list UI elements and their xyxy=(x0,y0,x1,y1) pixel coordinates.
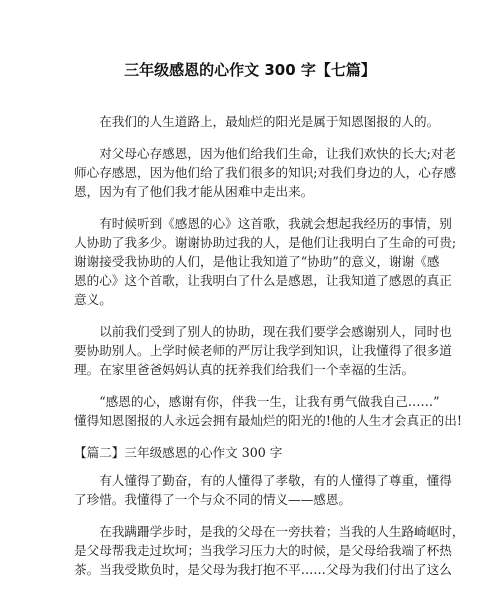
paragraph-line: 对父母心存感恩，因为他们给我们生命，让我们欢快的长大;对老 xyxy=(99,146,457,161)
paragraph-line: 以前我们受到了别人的协助，现在我们要学会感谢别人，同时也 xyxy=(99,324,452,339)
paragraph-line: 意义。 xyxy=(74,292,112,307)
paragraph-line: “感恩的心，感谢有你，伴我一生，让我有勇气做我自己……” xyxy=(99,394,440,409)
paragraph-line: 要协助别人。上学时候老师的严厉让我学到知识，让我懂得了很多道 xyxy=(74,343,452,358)
paragraph-line: 师心存感恩，因为他们给了我们很多的知识;对我们身边的人，心存感 xyxy=(74,165,457,180)
document-body xyxy=(74,112,465,592)
paragraph-line: 有人懂得了勤奋，有的人懂得了孝敬，有的人懂得了尊重，懂得 xyxy=(99,473,452,488)
paragraph-line: 有时候听到《感恩的心》这首歌，我就会想起我经历的事情，别 xyxy=(99,216,452,231)
paragraph-line: 人协助了我多少。谢谢协助过我的人，是他们让我明白了生命的可贵; xyxy=(74,235,457,250)
paragraph-line: 懂得知恩图报的人永远会拥有最灿烂的阳光的!他的人生才会真正的出! xyxy=(74,413,462,428)
section-paragraph-2 xyxy=(74,522,465,579)
section-paragraph-1 xyxy=(74,471,452,509)
paragraph-line: 谢谢接受我协助的人们，是他让我知道了“协助”的意义，谢谢《感 xyxy=(74,254,440,269)
paragraph-line: 理。在家里爸爸妈妈认真的抚养我们给我们一个幸福的生活。 xyxy=(74,362,415,377)
paragraph-1 xyxy=(74,112,440,131)
paragraph-line: 恩的心》这个首歌，让我明白了什么是感恩，让我知道了感恩的真正 xyxy=(74,273,452,288)
paragraph-line: 了珍惜。我懂得了一个与众不同的情义——感恩。 xyxy=(74,492,352,507)
section-heading: 【篇二】三年级感恩的心作文 300 字 xyxy=(74,445,283,460)
paragraph-5 xyxy=(74,392,462,430)
paragraph-4 xyxy=(74,322,452,379)
paragraph-line: 恩，因为有了他们我才能从困难中走出来。 xyxy=(74,184,314,199)
paragraph-line: 茶。当我受欺负时，是父母为我打抱不平……父母为我们付出了这么 xyxy=(74,562,452,577)
paragraph-2 xyxy=(74,144,457,201)
paragraph-line: 在我们的人生道路上，最灿烂的阳光是属于知恩图报的人的。 xyxy=(99,114,440,129)
paragraph-3 xyxy=(74,214,457,309)
paragraph-line: 在我蹒跚学步时，是我的父母在一旁扶着；当我的人生路崎岖时， xyxy=(99,524,465,539)
document-title: 三年级感恩的心作文 300 字【七篇】 xyxy=(124,61,376,79)
paragraph-line: 是父母帮我走过坎坷；当我学习压力大的时候，是父母给我端了杯热 xyxy=(74,543,452,558)
